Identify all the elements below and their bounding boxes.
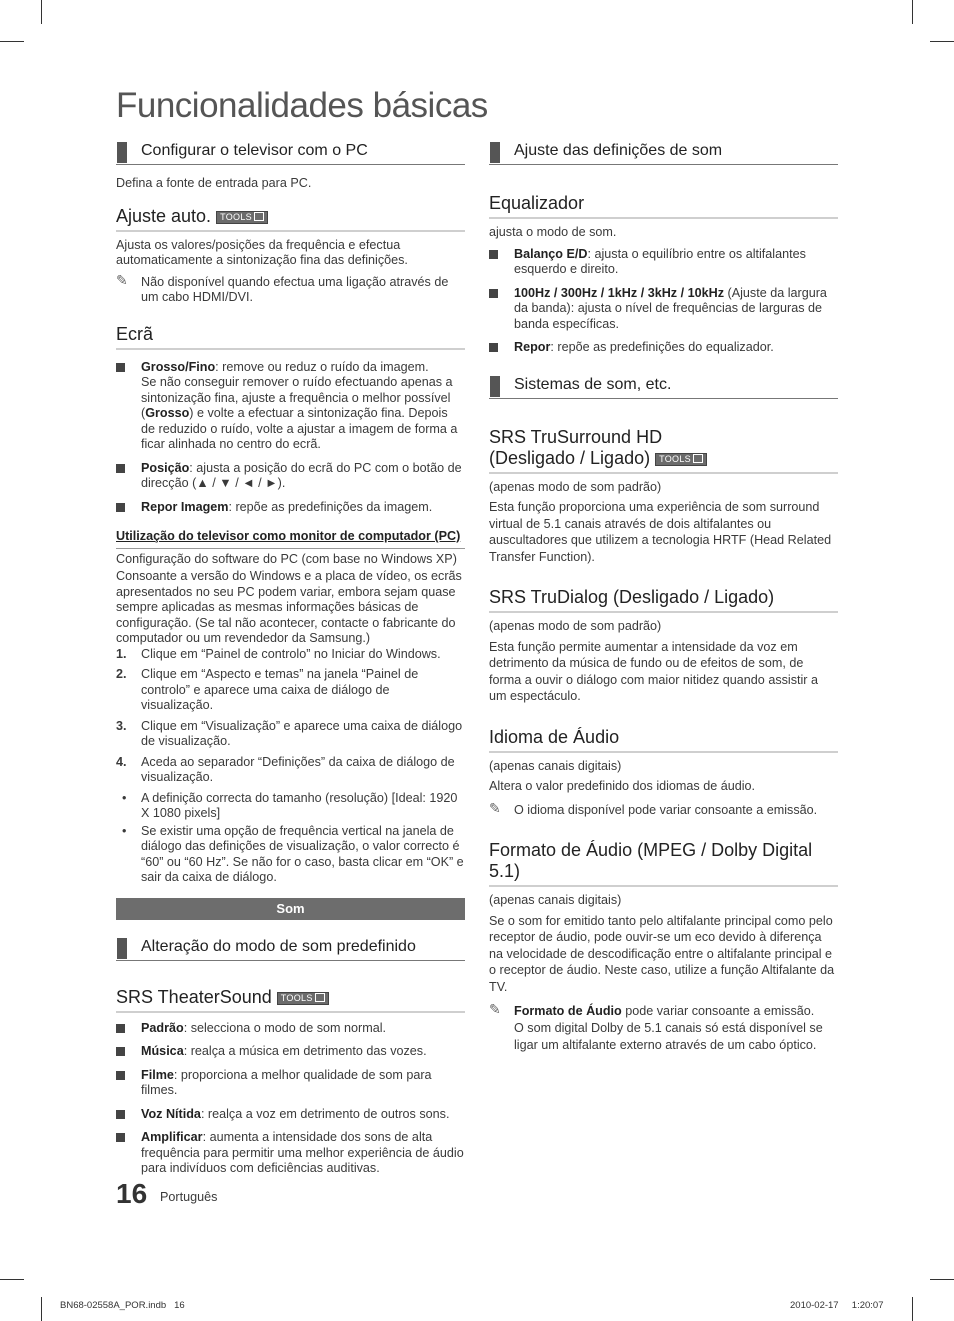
item-term: Grosso bbox=[145, 406, 190, 420]
auto-note bbox=[116, 271, 465, 306]
trusurround-text: Esta função proporciona uma experiência de som surround virtual de 5.1 canais através de dois altifalantes ou auscultadores que utilizem a tecnologia HRTF (Head Related Transfer Function). bbox=[489, 500, 832, 564]
item-text: : realça a música em detrimento das vozes. bbox=[183, 1044, 427, 1058]
section-heading-sound: Ajuste das definições de som bbox=[489, 138, 838, 165]
section-heading-systems: Sistemas de som, etc. bbox=[489, 372, 838, 399]
tools-badge-icon bbox=[655, 453, 707, 466]
heading-formato: Formato de Áudio (MPEG / Dolby Digital 5.1) bbox=[489, 840, 838, 887]
left-column bbox=[116, 138, 465, 1177]
right-column bbox=[489, 138, 838, 1054]
page-number: 16 bbox=[116, 1178, 148, 1209]
heading-ecra: Ecrã bbox=[116, 324, 465, 350]
list-item bbox=[116, 1044, 465, 1060]
page-language: Português bbox=[160, 1190, 218, 1204]
pencil-note-icon: ✎ bbox=[489, 1001, 501, 1017]
imprint-file: BN68-02558A_POR.indb 16 bbox=[60, 1300, 185, 1311]
list-item bbox=[116, 824, 465, 886]
list-item bbox=[116, 1107, 465, 1123]
heading-trudialog: SRS TruDialog (Desligado / Ligado) bbox=[489, 587, 838, 613]
trudialog-text: Esta função permite aumentar a intensidade da voz em detrimento da música de fundo ou de efeitos de som, de forma a ouvir o diálogo com maior nitidez quando assistir a um espectáculo. bbox=[489, 639, 818, 703]
square-bullet-icon bbox=[116, 1047, 125, 1056]
item-text: : ajusta o equilíbrio entre os altifalantes esquerdo e direito. bbox=[514, 246, 806, 276]
item-term: Grosso/Fino bbox=[141, 359, 216, 374]
step-number: 4. bbox=[116, 754, 127, 769]
section-heading-mode: Alteração do modo de som predefinido bbox=[116, 934, 465, 961]
tools-label: TOOLS bbox=[220, 211, 252, 222]
item-term: Música bbox=[141, 1044, 184, 1058]
square-bullet-icon bbox=[489, 250, 498, 259]
item-text: : remove ou reduz o ruído da imagem. bbox=[215, 359, 429, 374]
heading-trusurround bbox=[489, 427, 838, 474]
heading-monitor: Utilização do televisor como monitor de computador (PC) bbox=[116, 529, 465, 549]
dot-text: A definição correcta do tamanho (resolução) [Ideal: 1920 X 1080 pixels] bbox=[141, 790, 458, 820]
section-bar-som: Som bbox=[116, 898, 465, 920]
list-item bbox=[489, 247, 838, 278]
list-item bbox=[116, 1068, 465, 1099]
lang-text: Altera o valor predefinido dos idiomas de áudio. bbox=[489, 779, 756, 793]
item-term: Amplificar bbox=[141, 1130, 203, 1144]
crop-mark bbox=[930, 1279, 954, 1280]
square-bullet-icon bbox=[116, 1110, 125, 1119]
heading-idioma: Idioma de Áudio bbox=[489, 727, 838, 753]
section-heading-pc: Configurar o televisor com o PC bbox=[116, 138, 465, 165]
item-text: : repõe as predefinições do equalizador. bbox=[550, 340, 774, 354]
list-item bbox=[116, 500, 465, 516]
crop-mark bbox=[912, 1297, 913, 1321]
item-term: 100Hz / 300Hz / 1kHz / 3kHz / 10kHz bbox=[514, 285, 724, 300]
bullet-dot: • bbox=[122, 823, 127, 838]
crop-mark bbox=[0, 41, 24, 42]
list-item bbox=[116, 791, 465, 822]
tools-badge-icon bbox=[277, 992, 329, 1005]
item-text: : ajusta a posição do ecrã do PC com o botão de direcção (▲ / ▼ / ◄ / ►). bbox=[141, 460, 462, 490]
crop-mark bbox=[41, 0, 42, 24]
square-bullet-icon bbox=[489, 343, 498, 352]
heading-ajuste-auto-label: Ajuste auto. bbox=[116, 205, 212, 226]
format-mode: (apenas canais digitais) bbox=[489, 893, 622, 907]
square-bullet-icon bbox=[116, 464, 125, 473]
format-note-term: Formato de Áudio bbox=[514, 1004, 622, 1018]
item-term: Voz Nítida bbox=[141, 1106, 201, 1121]
pc-intro: Defina a fonte de entrada para PC. bbox=[116, 176, 312, 190]
step-text: Clique em “Aspecto e temas” na janela “Painel de controlo” e aparece uma caixa de diálogo de visualização. bbox=[141, 667, 419, 712]
monitor-sub: Configuração do software do PC (com base no Windows XP) bbox=[116, 551, 457, 566]
heading-trusurround-line2: (Desligado / Ligado) bbox=[489, 447, 651, 468]
item-term: Padrão bbox=[141, 1020, 184, 1035]
step-number: 2. bbox=[116, 667, 127, 681]
dot-text: Se existir uma opção de frequência vertical na janela de diálogo das definições de visualização, o valor correcto é “60” ou “60 Hz”. Se não for o caso, basta clicar em “OK” e sair da caixa de diálogo. bbox=[141, 823, 464, 884]
imprint-date: 2010-02-17 1:20:07 bbox=[790, 1300, 884, 1311]
square-bullet-icon bbox=[116, 1071, 125, 1080]
trusurround-mode: (apenas modo de som padrão) bbox=[489, 479, 662, 494]
crop-mark bbox=[41, 1297, 42, 1321]
page-title: Funcionalidades básicas bbox=[116, 86, 488, 125]
square-bullet-icon bbox=[116, 363, 125, 372]
step-number: 3. bbox=[116, 718, 127, 733]
pencil-note-icon: ✎ bbox=[116, 271, 128, 288]
trudialog-mode: (apenas modo de som padrão) bbox=[489, 619, 662, 633]
auto-note-text: Não disponível quando efectua uma ligação através de um cabo HDMI/DVI. bbox=[141, 274, 449, 304]
step-text: Aceda ao separador “Definições” da caixa de diálogo de visualização. bbox=[141, 754, 455, 784]
tools-label: TOOLS bbox=[280, 992, 313, 1003]
lang-note bbox=[489, 799, 838, 819]
square-bullet-icon bbox=[116, 1024, 125, 1033]
item-term: Posição bbox=[141, 460, 190, 475]
crop-mark bbox=[930, 41, 954, 42]
heading-ajuste-auto bbox=[116, 206, 465, 232]
list-item bbox=[116, 1021, 465, 1037]
monitor-text: Consoante a versão do Windows e a placa de vídeo, os ecrãs apresentados no seu PC podem variar, embora sejam quase sempre aplicadas as mesmas informações básicas de configuração. (Se tal não acontecer, contacte o fabricante do computador ou um revendedor da Samsung.) bbox=[116, 569, 462, 645]
format-note2-text: O som digital Dolby de 5.1 canais só está disponível se ligar um altifalante externo através de um cabo óptico. bbox=[514, 1021, 823, 1052]
item-text: (Ajuste da largura da banda): ajusta o nível de frequências de larguras de banda específicas. bbox=[514, 285, 827, 331]
item-term: Filme bbox=[141, 1067, 174, 1082]
list-item bbox=[116, 667, 465, 714]
item-term: Repor bbox=[514, 340, 551, 354]
step-number: 1. bbox=[116, 646, 127, 661]
pencil-note-icon: ✎ bbox=[489, 799, 501, 816]
square-bullet-icon bbox=[116, 1133, 125, 1142]
tools-badge-icon bbox=[216, 211, 268, 224]
list-item bbox=[489, 340, 838, 356]
crop-mark bbox=[912, 0, 913, 24]
step-text: Clique em “Painel de controlo” no Iniciar do Windows. bbox=[141, 646, 441, 661]
list-item bbox=[116, 1130, 465, 1177]
heading-trusurround-line1: SRS TruSurround HD bbox=[489, 426, 663, 447]
item-text: : aumenta a intensidade dos sons de alta frequência para permitir uma melhor experiência de áudio para indivíduos com deficiências auditivas. bbox=[141, 1130, 464, 1175]
list-item bbox=[116, 461, 465, 492]
item-text: : selecciona o modo de som normal. bbox=[183, 1020, 387, 1035]
list-item bbox=[116, 755, 465, 786]
list-item bbox=[489, 286, 838, 333]
lang-mode: (apenas canais digitais) bbox=[489, 758, 622, 773]
step-text: Clique em “Visualização” e aparece uma caixa de diálogo de visualização. bbox=[141, 718, 463, 748]
eq-intro: ajusta o modo de som. bbox=[489, 225, 617, 239]
list-item bbox=[116, 647, 465, 663]
lang-note-text: O idioma disponível pode variar consoante a emissão. bbox=[514, 802, 818, 817]
item-term: Balanço E/D bbox=[514, 246, 588, 261]
item-text: ) e volte a efectuar a sintonização fina. Depois de reduzido o ruído, volte a ajustar a imagem de forma a ficar alinhada no centro do ecrã. bbox=[141, 406, 458, 451]
square-bullet-icon bbox=[489, 289, 498, 298]
auto-text: Ajusta os valores/posições da frequência e efectua automaticamente a sintonização fina das definições. bbox=[116, 237, 408, 267]
item-text: : proporciona a melhor qualidade de som para filmes. bbox=[141, 1067, 432, 1097]
heading-theatersound-label: SRS TheaterSound bbox=[116, 986, 272, 1007]
format-note bbox=[489, 1003, 838, 1054]
list-item bbox=[116, 719, 465, 750]
heading-equalizador: Equalizador bbox=[489, 193, 838, 219]
item-text: : realça a voz em detrimento de outros sons. bbox=[200, 1106, 450, 1121]
square-bullet-icon bbox=[116, 503, 125, 512]
list-item bbox=[116, 360, 465, 453]
bullet-dot: • bbox=[122, 790, 127, 805]
format-note-text: pode variar consoante a emissão. bbox=[621, 1004, 815, 1018]
heading-theatersound bbox=[116, 987, 465, 1013]
item-term: Repor Imagem bbox=[141, 499, 229, 514]
item-text: : repõe as predefinições da imagem. bbox=[228, 499, 433, 514]
crop-mark bbox=[0, 1279, 24, 1280]
tools-label: TOOLS bbox=[659, 453, 691, 464]
item-text: Se não conseguir remover o ruído efectuando apenas a sintonização fina, ajuste a frequência o melhor possível ( bbox=[141, 375, 453, 420]
format-text: Se o som for emitido tanto pelo altifalante principal como pelo receptor de áudio, pode ouvir-se um eco devido à diferença na velocidade de descodificação entre o altifalante principal e o receptor de áudio. Neste caso, utilize a função Altifalante da TV. bbox=[489, 913, 835, 994]
